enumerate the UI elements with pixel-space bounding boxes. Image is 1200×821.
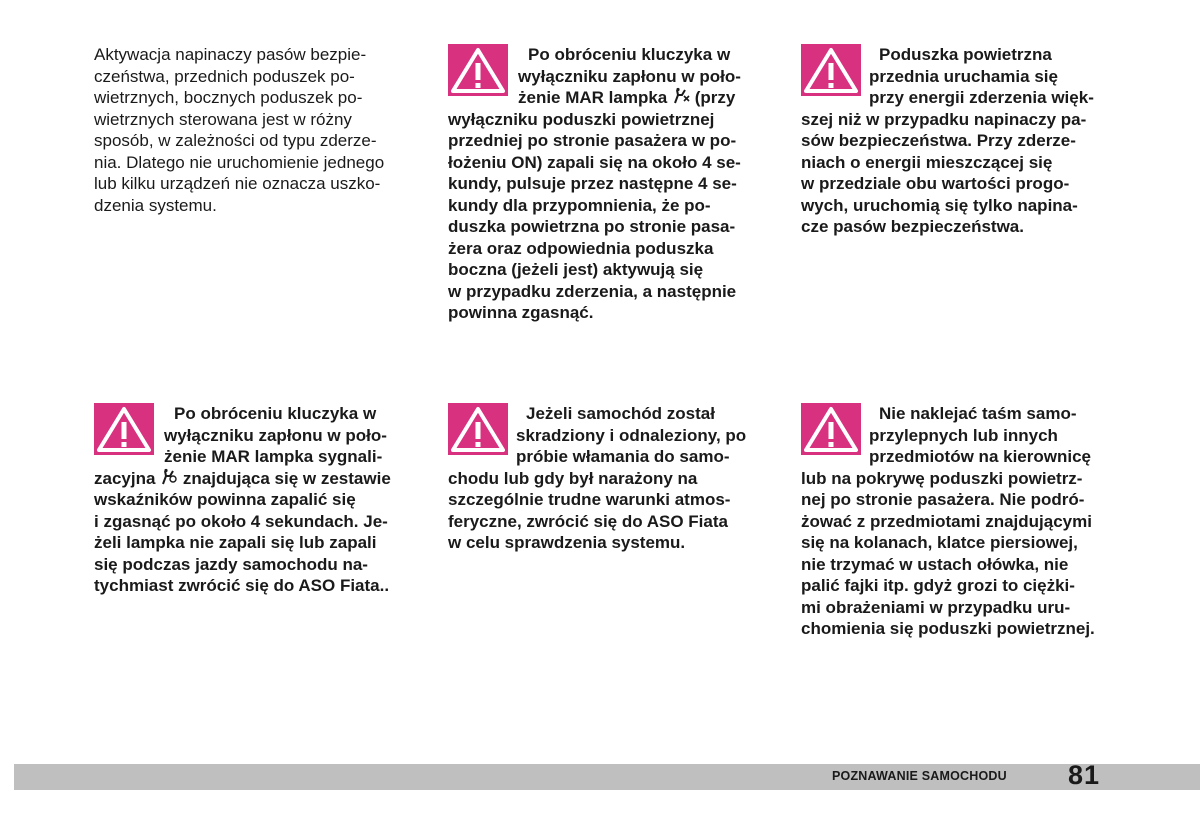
text-line: łożeniu ON) zapali się na około 4 se- bbox=[448, 152, 741, 172]
text-line: kundy dla przypomnienia, że po- bbox=[448, 195, 711, 215]
text-line: w przypadku zderzenia, a następnie bbox=[448, 281, 737, 301]
text-line: i zgasnąć po około 4 sekundach. Je- bbox=[94, 511, 388, 531]
warning-1-text bbox=[448, 44, 741, 324]
text-line: czeństwa, przednich poduszek po- bbox=[94, 66, 355, 86]
section-title: POZNAWANIE SAMOCHODU bbox=[832, 769, 1007, 783]
warning-4-text bbox=[448, 403, 746, 554]
text-line: żować z przedmiotami znajdującymi bbox=[801, 511, 1092, 531]
text-line: Jeżeli samochód został bbox=[526, 404, 715, 423]
text-line: przedniej po stronie pasażera w po- bbox=[448, 131, 737, 150]
text-line: próbie włamania do samo- bbox=[516, 447, 730, 466]
text-line: wyłączniku poduszki powietrznej bbox=[448, 109, 715, 129]
text-line: lub na pokrywę poduszki powietrz- bbox=[801, 468, 1083, 488]
text-line: wyłączniku zapłonu w poło- bbox=[518, 66, 741, 86]
text-line: sów bezpieczeństwa. Przy zderze- bbox=[801, 131, 1076, 150]
text-line: tychmiast zwrócić się do ASO Fiata.. bbox=[94, 576, 390, 595]
text-line: feryczne, zwrócić się do ASO Fiata bbox=[448, 511, 728, 531]
text-line: skradziony i odnaleziony, po bbox=[516, 425, 747, 445]
footer-bar bbox=[14, 764, 1200, 790]
text-line: Poduszka powietrzna bbox=[879, 45, 1052, 64]
text-line: lub kilku urządzeń nie oznacza uszko- bbox=[94, 174, 381, 193]
text-line: sposób, w zależności od typu zderze- bbox=[94, 131, 377, 150]
text-line: Nie naklejać taśm samo- bbox=[879, 404, 1077, 423]
airbag-warning-icon bbox=[160, 468, 178, 486]
text-line: wietrznych, bocznych poduszek po- bbox=[94, 88, 363, 107]
text-line: w celu sprawdzenia systemu. bbox=[448, 533, 686, 552]
text-line: dzenia systemu. bbox=[94, 195, 217, 215]
text-line: duszka powietrzna po stronie pasa- bbox=[448, 217, 736, 236]
text-line: przy energii zderzenia więk- bbox=[869, 88, 1094, 107]
page-number: 81 bbox=[1068, 760, 1101, 790]
intro-paragraph bbox=[94, 44, 384, 216]
text-line: niach o energii mieszczącej się bbox=[801, 152, 1053, 172]
text-line: się na kolanach, klatce piersiowej, bbox=[801, 533, 1078, 552]
text-line: żenie MAR lampka sygnali- bbox=[164, 447, 383, 466]
text-line: żera oraz odpowiednia poduszka bbox=[448, 238, 714, 258]
text-line: Aktywacja napinaczy pasów bezpie- bbox=[94, 45, 367, 64]
text-line: chodu lub gdy był narażony na bbox=[448, 468, 698, 488]
text-line: powinna zgasnąć. bbox=[448, 303, 594, 322]
text-line: żenie MAR lampka (przy bbox=[518, 88, 736, 107]
text-line: się podczas jazdy samochodu na- bbox=[94, 554, 368, 574]
text-line: kundy, pulsuje przez następne 4 se- bbox=[448, 174, 737, 193]
text-line: szczególnie trudne warunki atmos- bbox=[448, 490, 731, 509]
text-line: wych, uruchomią się tylko napina- bbox=[801, 195, 1078, 215]
text-line: szej niż w przypadku napinaczy pa- bbox=[801, 109, 1087, 129]
text-line: nie trzymać w ustach ołówka, nie bbox=[801, 554, 1069, 574]
text-line: chomienia się poduszki powietrznej. bbox=[801, 619, 1095, 638]
text-line: palić fajki itp. gdyż grozi to ciężki- bbox=[801, 576, 1075, 595]
text-line: w przedziale obu wartości progo- bbox=[801, 174, 1070, 193]
text-line: nej po stronie pasażera. Nie podró- bbox=[801, 490, 1085, 509]
text-line: przednia uruchamia się bbox=[869, 66, 1058, 86]
text-line: wyłączniku zapłonu w poło- bbox=[164, 425, 387, 445]
text-line: wskaźników powinna zapalić się bbox=[94, 490, 356, 509]
warning-3-text bbox=[94, 403, 391, 597]
text-line: nia. Dlatego nie uruchomienie jednego bbox=[94, 152, 385, 172]
warning-5-text bbox=[801, 403, 1095, 640]
text-line: wietrznych sterowana jest w różny bbox=[94, 109, 352, 129]
text-line: Po obróceniu kluczyka w bbox=[174, 404, 377, 423]
text-line: cze pasów bezpieczeństwa. bbox=[801, 217, 1024, 236]
text-line: przedmiotów na kierownicę bbox=[869, 447, 1091, 466]
passenger-airbag-off-icon bbox=[672, 87, 690, 105]
text-line: Po obróceniu kluczyka w bbox=[528, 45, 731, 64]
text-line: zacyjna znajdująca się w zestawie bbox=[94, 468, 391, 488]
text-line: boczna (jeżeli jest) aktywują się bbox=[448, 260, 704, 279]
text-line: przylepnych lub innych bbox=[869, 425, 1058, 445]
text-line: mi obrażeniami w przypadku uru- bbox=[801, 597, 1071, 617]
text-line: żeli lampka nie zapali się lub zapali bbox=[94, 533, 377, 552]
warning-2-text bbox=[801, 44, 1094, 238]
